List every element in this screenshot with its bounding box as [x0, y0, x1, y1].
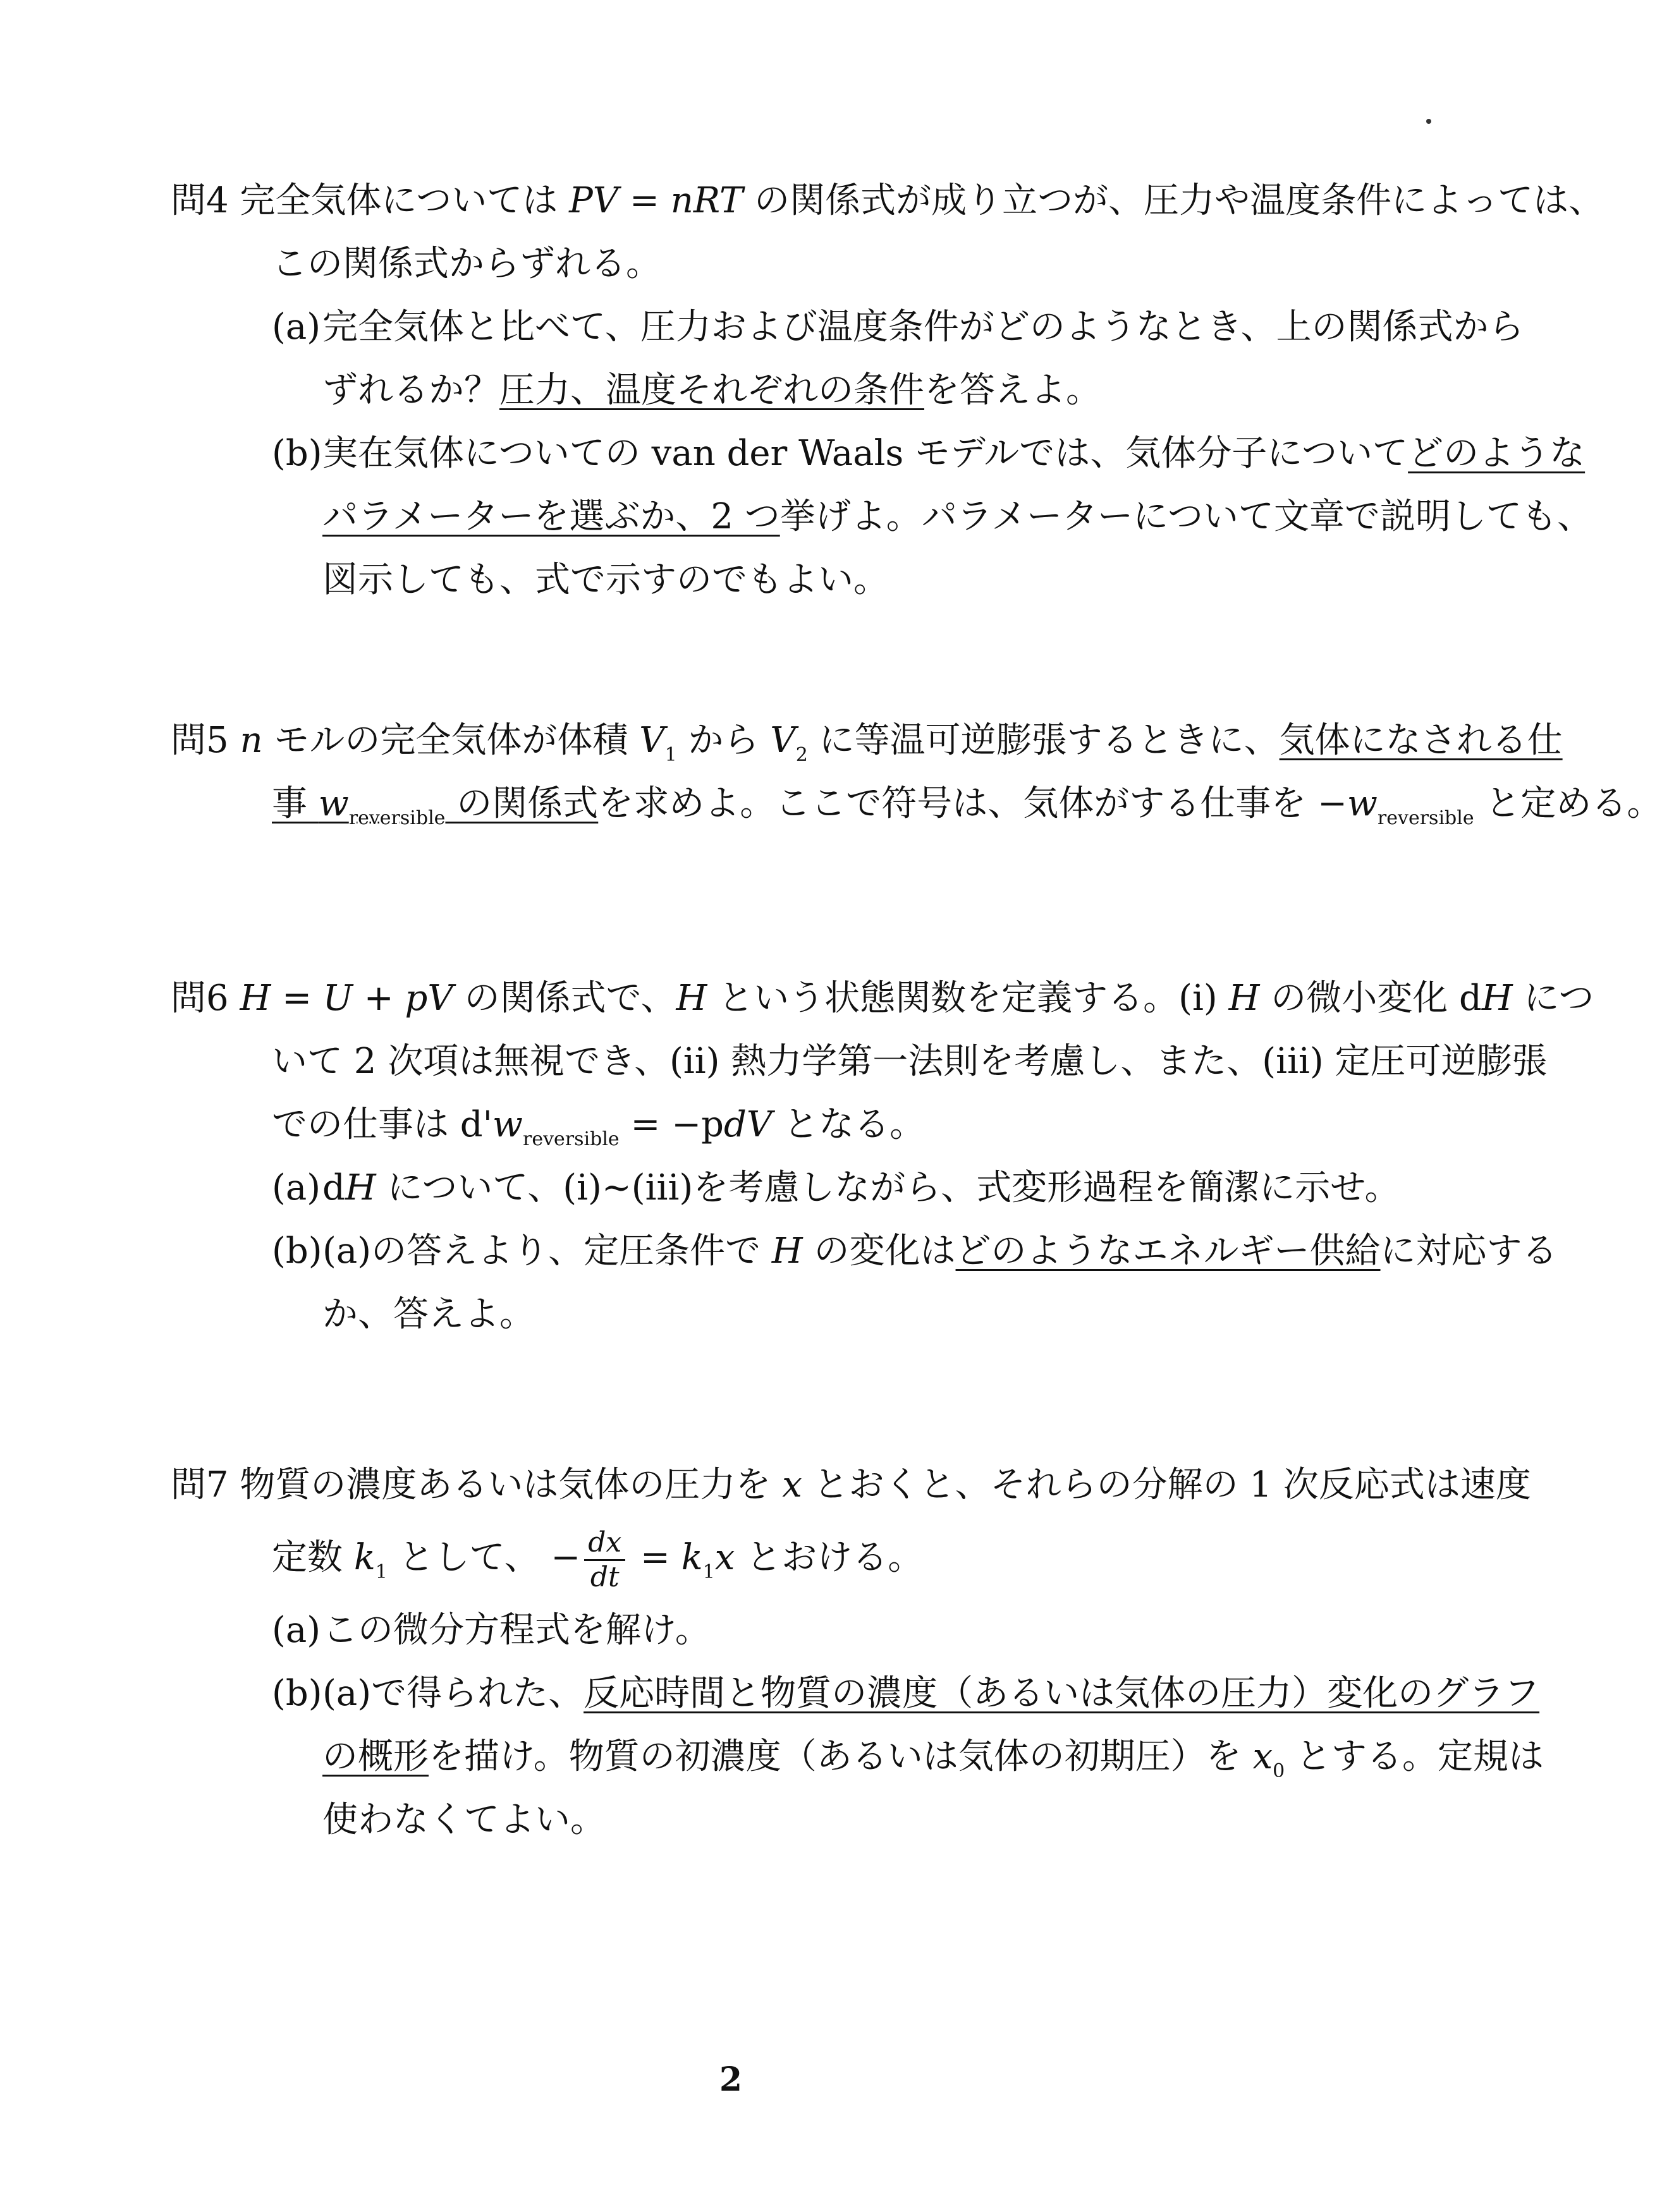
q5-underlined — [272, 783, 599, 829]
q5-text: を求めよ。ここで符号は、気体がする仕事を — [598, 783, 1318, 824]
q7b-text: 使わなくてよい。 — [322, 1799, 606, 1840]
q7-text: とおける。 — [735, 1537, 924, 1578]
q4b-underlined: どのような — [1408, 433, 1586, 474]
q4b-text: 図示しても、式で示すのでもよい。 — [322, 559, 889, 600]
q7-subscript: 1 — [702, 1561, 715, 1583]
q6-line-2 — [171, 1030, 1548, 1093]
q6-line-1 — [171, 967, 1594, 1030]
q7-var-k: k — [353, 1537, 376, 1578]
q4-text: の関係式が成り立つが、圧力や温度条件によっては、 — [743, 180, 1604, 221]
page-number: 2 — [719, 2060, 743, 2099]
part-label: (b) — [272, 1231, 322, 1272]
q6a-text: d — [322, 1167, 345, 1208]
q7-var-x: x — [1252, 1736, 1273, 1777]
q6b-text: の変化は — [802, 1231, 956, 1272]
q7-text: 定数 — [272, 1537, 354, 1578]
q7b-text: とする。定規は — [1285, 1736, 1544, 1777]
q7-subscript: 0 — [1273, 1760, 1285, 1782]
part-label: (b) — [272, 1673, 322, 1714]
q4a-text: を答えよ。 — [924, 370, 1101, 411]
q5-var-n: n — [240, 720, 263, 761]
q5-var-w: w — [1347, 783, 1378, 824]
q5-var-v: V — [639, 720, 665, 761]
q4b-text: 挙げよ。パラメーターについて文章で説明しても、 — [779, 496, 1592, 537]
q5-text: と定める。 — [1474, 783, 1662, 824]
q6-text: 問6 — [171, 978, 240, 1019]
q4-part-b-line-2 — [171, 485, 1592, 549]
q6-text: = −p — [619, 1104, 724, 1145]
q6-var-dv: dV — [723, 1104, 773, 1145]
q6-var-h: H — [676, 978, 707, 1019]
q7-subscript: 1 — [375, 1561, 388, 1583]
question-6 — [171, 967, 1594, 1346]
q5-subscript: reversible — [1377, 807, 1474, 829]
q6-text: の微小変化 d — [1259, 978, 1482, 1019]
q6-text: いて 2 次項は無視でき、(ii) 熱力学第一法則を考慮し、また、(iii) 定圧可逆膨張 — [272, 1041, 1548, 1082]
q7-text: 問7 物質の濃度あるいは気体の圧力を — [171, 1464, 783, 1505]
question-4 — [171, 169, 1604, 612]
q6-var-w: w — [492, 1104, 523, 1145]
q7-fraction — [584, 1526, 625, 1594]
q6-line-3 — [171, 1093, 1321, 1157]
q7-fraction-numerator: dx — [584, 1526, 625, 1561]
part-label: (a) — [272, 1610, 321, 1651]
q4-part-b-line-3 — [171, 549, 1321, 612]
q4-line-2 — [171, 233, 1321, 296]
q5-subscript: 2 — [795, 744, 808, 766]
q7-part-b-line-3 — [171, 1789, 1321, 1852]
q4-equation: PV = nRT — [569, 180, 743, 221]
q6-subscript: reversible — [522, 1128, 620, 1150]
part-label: (b) — [272, 433, 322, 474]
q5-line-1 — [171, 709, 1563, 772]
q5-text: 問5 — [171, 720, 240, 761]
q7-text: = — [629, 1537, 681, 1578]
q5-text: から — [676, 720, 771, 761]
q4-part-a-line-1 — [171, 296, 1524, 359]
q6-equation: H = U + pV — [240, 978, 453, 1019]
q6-part-b-line-1 — [171, 1220, 1558, 1283]
q5-underlined-text: 事 — [272, 783, 307, 824]
q7-text: として、 − — [387, 1537, 581, 1578]
q5-text: に等温可逆膨張するときに、 — [807, 720, 1280, 761]
q7-fraction-denominator: dt — [590, 1561, 620, 1593]
q6-text: という状態関数を定義する。(i) — [707, 978, 1229, 1019]
q5-text: モルの完全気体が体積 — [262, 720, 640, 761]
q6b-text: か、答えよ。 — [322, 1294, 535, 1335]
q6-var-h: H — [771, 1231, 803, 1272]
q5-minus: − — [1317, 783, 1347, 824]
q4a-text: 完全気体と比べて、圧力および温度条件がどのようなとき、上の関係式から — [322, 307, 1524, 348]
question-7 — [171, 1454, 1544, 1852]
q5-subscript: 1 — [664, 744, 677, 766]
q7-part-b-line-2 — [171, 1725, 1544, 1789]
q4-line-1 — [171, 169, 1604, 233]
q7-var-x: x — [714, 1537, 735, 1578]
q6-text: の関係式で、 — [453, 978, 676, 1019]
q7a-text: この微分方程式を解け。 — [322, 1610, 711, 1651]
q7-line-1 — [171, 1454, 1531, 1517]
q6-part-b-line-2 — [171, 1283, 1321, 1346]
q7b-text: を描け。物質の初濃度（あるいは気体の初期圧）を — [429, 1736, 1253, 1777]
part-label: (a) — [272, 307, 321, 348]
q6-text: につ — [1512, 978, 1594, 1019]
q6-var-h: H — [1228, 978, 1260, 1019]
q7-line-2 — [171, 1517, 1321, 1599]
q7-var-x: x — [782, 1464, 802, 1505]
q5-line-2 — [171, 772, 1662, 836]
q6-part-a — [171, 1157, 1400, 1220]
q7-part-b-line-1 — [171, 1662, 1540, 1725]
q4a-underlined: 圧力、温度それぞれの条件 — [499, 370, 924, 411]
q4b-underlined: パラメーターを選ぶか、2 つ — [322, 496, 780, 537]
q7-part-a — [171, 1599, 1321, 1662]
q4b-text: 実在気体についての van der Waals モデルでは、気体分子について — [322, 433, 1408, 474]
q5-underlined-text: の関係式 — [445, 783, 599, 824]
q6-var-h: H — [1481, 978, 1513, 1019]
q5-var-w: w — [318, 783, 349, 824]
q5-underlined: 気体になされる仕 — [1279, 720, 1563, 761]
q6-text: となる。 — [772, 1104, 926, 1145]
q7b-text: (a)で得られた、 — [322, 1673, 584, 1714]
q7-var-k: k — [681, 1537, 703, 1578]
q6b-underlined: どのようなエネルギー供給 — [955, 1231, 1381, 1272]
q7b-underlined: の概形 — [322, 1736, 429, 1777]
q6-text: での仕事は d' — [272, 1104, 493, 1145]
q4-text: この関係式からずれる。 — [272, 243, 661, 284]
q4-part-b-line-1 — [171, 422, 1586, 485]
q5-subscript: reversible — [348, 807, 446, 829]
q4-part-a-line-2 — [171, 359, 1321, 422]
part-label: (a) — [272, 1167, 321, 1208]
question-5 — [171, 709, 1662, 836]
q4-text: 問4 完全気体については — [171, 180, 570, 221]
q7b-underlined: 反応時間と物質の濃度（あるいは気体の圧力）変化のグラフ — [584, 1673, 1540, 1714]
q6b-text: に対応する — [1380, 1231, 1558, 1272]
q7-text: とおくと、それらの分解の 1 次反応式は速度 — [802, 1464, 1531, 1505]
q4a-text: ずれるか？ — [322, 370, 499, 411]
q6a-text: について、(i)~(iii)を考慮しながら、式変形過程を簡潔に示せ。 — [376, 1167, 1400, 1208]
q6-var-h: H — [345, 1167, 376, 1208]
q6b-text: (a)の答えより、定圧条件で — [322, 1231, 772, 1272]
stray-mark — [1426, 119, 1431, 124]
q5-var-v: V — [770, 720, 796, 761]
